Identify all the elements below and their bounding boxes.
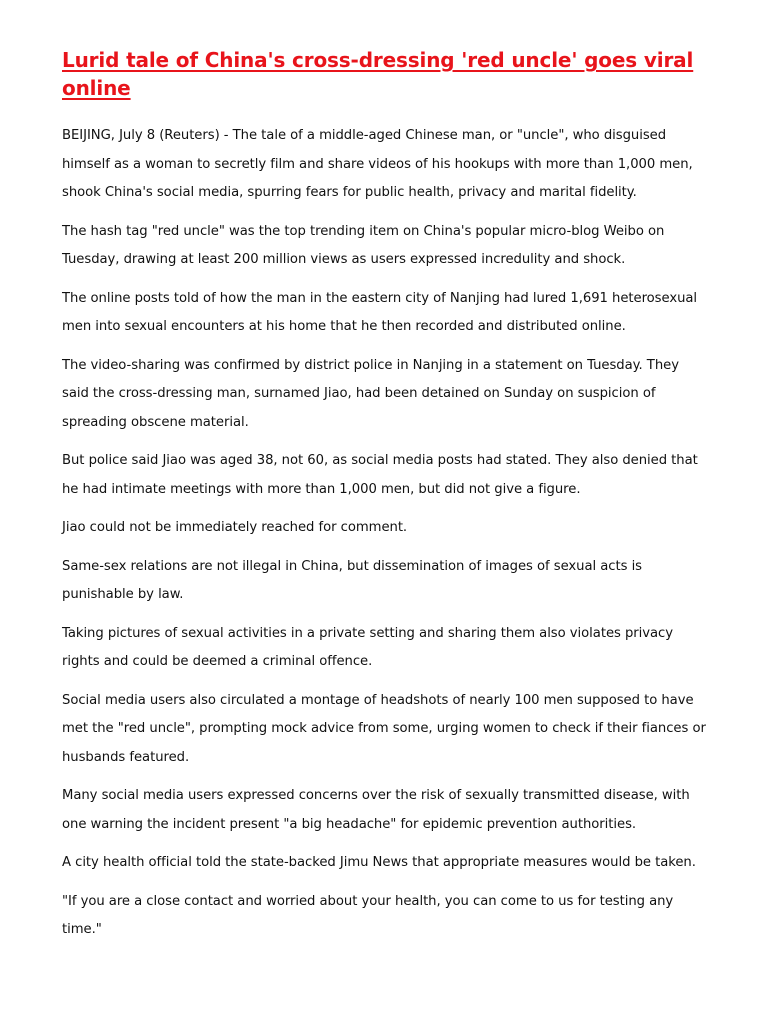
paragraph-3: The online posts told of how the man in the eastern city of Nanjing had lured 1,691 heterosexual men into sexual encounters at his home that he then recorded and distributed online.: [62, 290, 698, 334]
paragraph-4: The video-sharing was confirmed by district police in Nanjing in a statement on Tuesday. They said the cross-dressing man, surnamed Jiao, had been detained on Sunday on suspicion of spreading obscene material.: [62, 357, 679, 430]
article-headline[interactable]: Lurid tale of China's cross-dressing 'red uncle' goes viral online: [62, 48, 694, 100]
paragraph-1: BEIJING, July 8 (Reuters) - The tale of a middle-aged Chinese man, or "uncle", who disguised himself as a woman to secretly film and share videos of his hookups with more than 1,000 men, shook China's social media, spurring fears for public health, privacy and marital fidelity.: [62, 128, 693, 200]
paragraph-11: A city health official told the state-backed Jimu News that appropriate measures would be taken.: [62, 855, 696, 870]
paragraph-8: Taking pictures of sexual activities in a private setting and sharing them also violates privacy rights and could be deemed a criminal offence.: [62, 625, 674, 669]
paragraph-7: Same-sex relations are not illegal in China, but dissemination of images of sexual acts is punishable by law.: [62, 558, 642, 602]
paragraph-9: Social media users also circulated a montage of headshots of nearly 100 men supposed to have met the "red uncle", prompting mock advice from some, urging women to check if their fiances or husbands featured.: [62, 692, 706, 765]
paragraph-10: Many social media users expressed concerns over the risk of sexually transmitted disease, with one warning the incident present "a big headache" for epidemic prevention authorities.: [62, 788, 690, 832]
paragraph-12: "If you are a close contact and worried about your health, you can come to us for testing any time.": [62, 893, 674, 937]
article-body: [62, 122, 706, 945]
paragraph-6: Jiao could not be immediately reached for comment.: [62, 520, 408, 535]
paragraph-5: But police said Jiao was aged 38, not 60, as social media posts had stated. They also denied that he had intimate meetings with more than 1,000 men, but did not give a figure.: [62, 453, 698, 497]
paragraph-2: The hash tag "red uncle" was the top trending item on China's popular micro-blog Weibo on Tuesday, drawing at least 200 million views as users expressed incredulity and shock.: [62, 223, 665, 267]
